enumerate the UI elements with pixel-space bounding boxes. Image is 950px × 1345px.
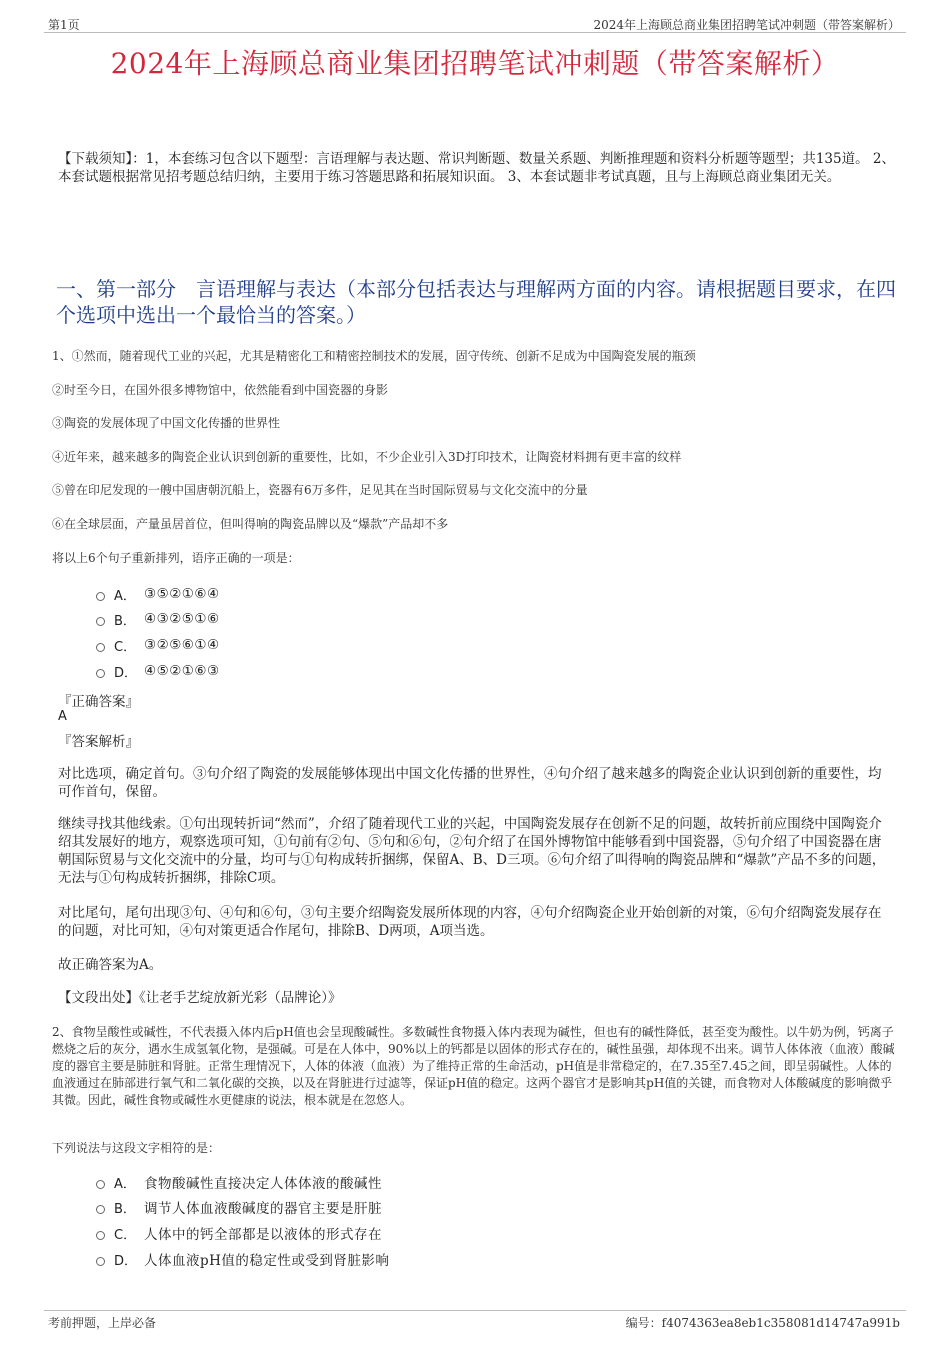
- option-letter: D．: [114, 1253, 138, 1269]
- q1-option-a[interactable]: [96, 584, 220, 604]
- q2-option-b[interactable]: [96, 1197, 382, 1217]
- q2-option-c[interactable]: [96, 1223, 382, 1243]
- radio-icon[interactable]: [96, 1257, 105, 1266]
- radio-icon[interactable]: [96, 643, 105, 652]
- option-letter: D．: [114, 665, 138, 681]
- page-header: [44, 14, 906, 33]
- q1-sentence-4: ④近年来，越来越多的陶瓷企业认识到创新的重要性，比如，不少企业引入3D打印技术，让陶瓷材料拥有更丰富的纹样: [52, 450, 682, 464]
- correct-answer: A: [58, 709, 67, 724]
- page-footer: [44, 1310, 906, 1329]
- option-text: ④③②⑤①⑥: [144, 611, 220, 627]
- q1-prompt: 将以上6个句子重新排列，语序正确的一项是：: [52, 551, 300, 565]
- radio-icon[interactable]: [96, 1180, 105, 1189]
- q2-option-a[interactable]: [96, 1172, 382, 1192]
- q1-sentence-2: ②时至今日，在国外很多博物馆中，依然能看到中国瓷器的身影: [52, 383, 389, 397]
- q2-prompt: 下列说法与这段文字相符的是：: [52, 1141, 221, 1155]
- q1-sentence-1: 1、①然而，随着现代工业的兴起，尤其是精密化工和精密控制技术的发展，固守传统、创新不足成为中国陶瓷发展的瓶颈: [52, 349, 696, 363]
- correct-answer-label: 『正确答案』: [58, 694, 139, 710]
- document-id: 编号：f4074363ea8eb1c358081d14747a991b: [625, 1316, 900, 1330]
- section-heading: 一、第一部分 言语理解与表达（本部分包括表达与理解两方面的内容。请根据题目要求，在四个选项中选出一个最恰当的答案。）: [56, 277, 896, 327]
- option-letter: A．: [114, 1176, 136, 1192]
- footer-slogan: 考前押题，上岸必备: [48, 1316, 157, 1330]
- option-letter: B．: [114, 613, 136, 629]
- option-text: 调节人体血液酸碱度的器官主要是肝脏: [144, 1201, 382, 1217]
- answer-analysis-label: 『答案解析』: [58, 734, 139, 750]
- q1-sentence-5: ⑤曾在印尼发现的一艘中国唐朝沉船上，瓷器有6万多件，足见其在当时国际贸易与文化交流中的分量: [52, 483, 588, 497]
- q1-sentence-6: ⑥在全球层面，产量虽居首位，但叫得响的陶瓷品牌以及“爆款”产品却不多: [52, 517, 449, 531]
- q2-stem: 2、食物呈酸性或碱性，不代表摄入体内后pH值也会呈现酸碱性。多数碱性食物摄入体内表现为碱性，但也有的碱性降低，甚至变为酸性。以牛奶为例，钙离子燃烧之后的灰分，遇水生成氢氧化物，是强碱。可是在人体中，90%以上的钙都是以固体的形式存在的，碱性虽强，却体现不出来。调节人体体液（血液）酸碱度的器官主要是肺脏和肾脏。正常生理情况下，人体的体液（血液）为了维持正常的生命活动，pH值是非常稳定的，在7.35至7.45之间，即呈弱碱性。人体的血液通过在肺部进行氧气和二氧化碳的交换，以及在肾脏进行过滤等，保证pH值的稳定。这两个器官才是影响其pH值的关键，而食物对人体酸碱度的影响微乎其微。因此，碱性食物或碱性水更健康的说法，根本就是在忽悠人。: [52, 1025, 895, 1107]
- radio-icon[interactable]: [96, 617, 105, 626]
- q1-option-d[interactable]: [96, 661, 220, 681]
- passage-source: 【文段出处】《让老手艺绽放新光彩（品牌论）》: [58, 990, 342, 1006]
- option-letter: A．: [114, 588, 136, 604]
- option-letter: C．: [114, 639, 137, 655]
- analysis-paragraph-3: 对比尾句，尾句出现③句、④句和⑥句，③句主要介绍陶瓷发展所体现的内容，④句介绍陶瓷企业开始创新的对策，⑥句介绍陶瓷发展存在的问题，对比可知，④句对策更适合作尾句，排除B、D两项，A项当选。: [58, 905, 882, 939]
- analysis-paragraph-1: 对比选项，确定首句。③句介绍了陶瓷的发展能够体现出中国文化传播的世界性，④句介绍了越来越多的陶瓷企业认识到创新的重要性，均可作首句，保留。: [58, 766, 882, 800]
- option-text: 人体中的钙全部都是以液体的形式存在: [144, 1227, 382, 1243]
- download-notice: 【下载须知】：1，本套练习包含以下题型：言语理解与表达题、常识判断题、数量关系题、判断推理题和资料分析题等题型；共135道。 2、本套试题根据常见招考题总结归纳，主要用于练习答题思路和拓展知识面。 3、本套试题非考试真题，且与上海顾总商业集团无关。: [58, 151, 895, 185]
- header-doc-title: 2024年上海顾总商业集团招聘笔试冲刺题（带答案解析）: [593, 18, 900, 32]
- radio-icon[interactable]: [96, 592, 105, 601]
- document-title: 2024年上海顾总商业集团招聘笔试冲刺题（带答案解析）: [110, 47, 840, 80]
- radio-icon[interactable]: [96, 669, 105, 678]
- analysis-paragraph-2: 继续寻找其他线索。①句出现转折词“然而”，介绍了随着现代工业的兴起，中国陶瓷发展存在创新不足的问题，故转折前应围绕中国陶瓷介绍其发展好的地方，观察选项可知，①句前有②句、⑤句和⑥句，②句介绍了在国外博物馆中能够看到中国瓷器，⑤句介绍了中国瓷器在唐朝国际贸易与文化交流中的分量，均可与①句构成转折捆绑，保留A、B、D三项。⑥句介绍了叫得响的陶瓷品牌和“爆款”产品不多的问题，无法与①句构成转折捆绑，排除C项。: [58, 816, 886, 886]
- radio-icon[interactable]: [96, 1205, 105, 1214]
- q1-option-b[interactable]: [96, 609, 220, 629]
- q1-option-c[interactable]: [96, 635, 220, 655]
- radio-icon[interactable]: [96, 1231, 105, 1240]
- q2-option-d[interactable]: [96, 1249, 389, 1269]
- option-letter: C．: [114, 1227, 137, 1243]
- option-letter: B．: [114, 1201, 136, 1217]
- q1-sentence-3: ③陶瓷的发展体现了中国文化传播的世界性: [52, 416, 281, 430]
- analysis-conclusion: 故正确答案为A。: [58, 957, 163, 973]
- option-text: 人体血液pH值的稳定性或受到肾脏影响: [144, 1253, 390, 1269]
- page-number: 第1页: [48, 18, 80, 32]
- option-text: ③⑤②①⑥④: [144, 586, 220, 602]
- option-text: 食物酸碱性直接决定人体体液的酸碱性: [144, 1176, 382, 1192]
- option-text: ③②⑤⑥①④: [144, 637, 220, 653]
- option-text: ④⑤②①⑥③: [144, 663, 220, 679]
